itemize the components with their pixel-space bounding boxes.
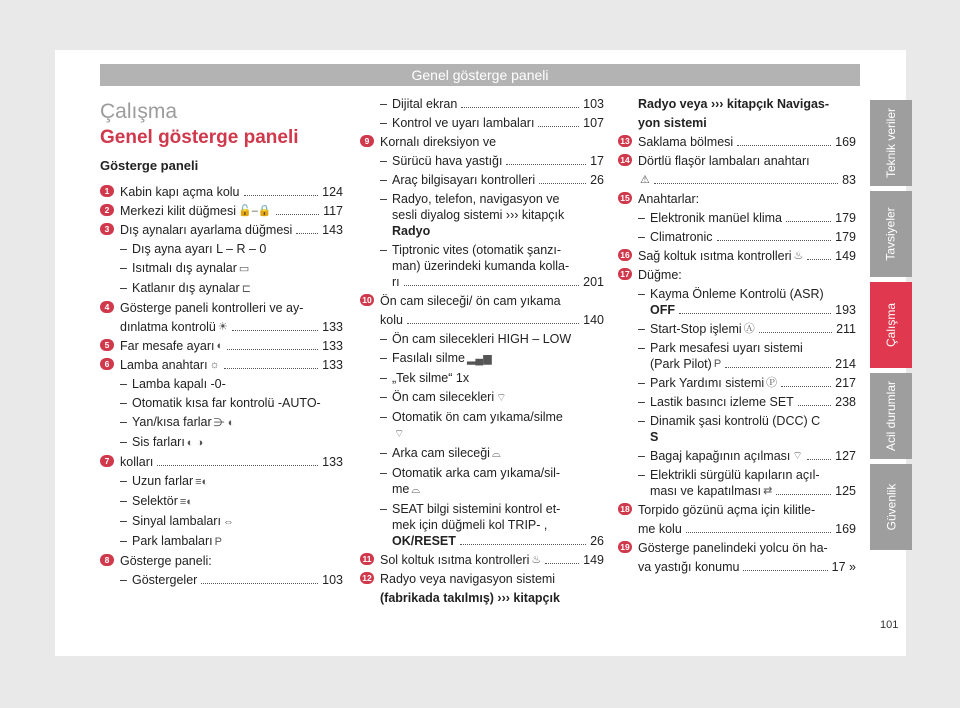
dashboard-light-icon: ☀ <box>217 321 228 333</box>
list-item: 13 Saklama bölmesi 169 <box>618 134 856 150</box>
rear-washer-icon: ⌓ <box>411 484 421 496</box>
page-ref[interactable]: 133 <box>322 455 343 469</box>
list-item: 11 Sol koltuk ısıtma kontrolleri ♨ 149 <box>360 552 604 568</box>
high-beam-icon: ≡◐ <box>195 476 209 488</box>
sub-item: – Fasılalı silme ▂▄▆ <box>380 350 604 367</box>
folding-mirror-icon: ⊏ <box>241 283 251 295</box>
sub-item: – Araç bilgisayarı kontrolleri 26 <box>380 172 604 188</box>
item-number: 10 <box>360 294 374 306</box>
seat-heating-icon: ♨ <box>531 554 542 566</box>
column-3: Radyo veya ››› kitapçık Navigas- yon sistemi 13 Saklama bölmesi 169 14 Dörtlü flaşör lambaları anahtarı ⚠ 83 15 Anahtarlar: – Elektronik manüel klima 179 – Climatronic 179 16 Sağ koltuk ısıtma kontrolleri ♨ 149 17 Düğme: – Kayma Önleme Kontrolü (ASR) OFF 193 – Start-Stop işlemi Ⓐ 211 – Park mesafesi uyarı sistemi (Park Pilot) P 214 – Park Yardımı sistemi Ⓟ 217 – Lastik basıncı izleme SET 238 – Dinamik şasi kontrolü (DCC) C S – Bagaj kapağının açılması ⌔ 127 – Elektrikli sürgülü kapıların açıl- ması ve kapatılması ⇄ 125 18 Torpido gözünü açma için kilitle- me kolu 169 19 Gösterge panelindeki yolcu ön ha- va yastığı konumu 17 » <box>618 96 856 578</box>
sub-item: – Isıtmalı dış aynalar ▭ <box>120 260 343 277</box>
list-item: 12 Radyo veya navigasyon sistemi (fabrikada takılmış) ››› kitapçık <box>360 571 604 606</box>
sub-item: – Arka cam sileceği ⌓ <box>380 445 604 462</box>
list-item: 3 Dış aynaları ayarlama düğmesi 143 – Dış ayna ayarı L – R – 0 – Isıtmalı dış aynalar ▭ – Katlanır dış aynalar ⊏ <box>100 222 343 297</box>
sub-item: – Park Yardımı sistemi Ⓟ 217 <box>638 375 856 391</box>
page-ref[interactable]: 125 <box>835 484 856 498</box>
sub-item: – Sinyal lambaları ⇔ <box>120 513 343 530</box>
item-number: 16 <box>618 249 632 261</box>
tab-tavsiyeler[interactable]: Tavsiyeler <box>870 191 912 277</box>
page-ref[interactable]: 143 <box>322 223 343 237</box>
sub-item: – Katlanır dış aynalar ⊏ <box>120 280 343 297</box>
sub-item: – Kayma Önleme Kontrolü (ASR) OFF 193 <box>638 286 856 318</box>
rear-wiper-icon: ⌓ <box>491 448 501 460</box>
sub-item: – Uzun farlar ≡◐ <box>120 473 343 490</box>
sub-item: – Start-Stop işlemi Ⓐ 211 <box>638 321 856 337</box>
list-item: 2 Merkezi kilit düğmesi 🔓–🔒 117 <box>100 203 343 219</box>
fog-light-icon: ◐ ◑ <box>186 437 204 449</box>
page-ref[interactable]: 107 <box>583 116 604 130</box>
list-item: 4 Gösterge paneli kontrolleri ve ay- dınlatma kontrolü ☀ 133 <box>100 300 343 335</box>
page-ref[interactable]: 179 <box>835 230 856 244</box>
list-item: 16 Sağ koltuk ısıtma kontrolleri ♨ 149 <box>618 248 856 264</box>
item-number: 4 <box>100 301 114 313</box>
headlight-range-icon: ◐ <box>216 340 224 352</box>
page-ref[interactable]: 149 <box>835 249 856 263</box>
page-ref[interactable]: 17 » <box>831 560 856 574</box>
list-item: 6 Lamba anahtarı ☼ 133 – Lamba kapalı -0- – Otomatik kısa far kontrolü -AUTO- – Yan/kısa farlar ⋺ ◐ – Sis farları ◐ ◑ <box>100 357 343 451</box>
park-assist-icon: Ⓟ <box>766 377 778 389</box>
washer-icon: ⌔ <box>394 428 405 440</box>
sub-item: – Ön cam silecekleri ⌔ <box>380 389 604 406</box>
item-number: 12 <box>360 572 374 584</box>
page-ref[interactable]: 238 <box>835 395 856 409</box>
sub-item: – Elektrikli sürgülü kapıların açıl- ması ve kapatılması ⇄ 125 <box>638 467 856 499</box>
park-pilot-icon: P <box>713 358 722 370</box>
tab-calisma[interactable]: Çalışma <box>870 282 912 368</box>
page-ref[interactable]: 26 <box>590 534 604 548</box>
sub-item: – „Tek silme“ 1x <box>380 370 604 386</box>
page-ref[interactable]: 179 <box>835 211 856 225</box>
parking-light-icon: P <box>214 536 222 548</box>
sub-item: – Otomatik ön cam yıkama/silme ⌔ <box>380 409 604 442</box>
tab-guvenlik[interactable]: Güvenlik <box>870 464 912 550</box>
column-2 <box>360 96 604 609</box>
list-item: 19 Gösterge panelindeki yolcu ön ha- va yastığı konumu 17 » <box>618 540 856 575</box>
sub-item: – Sürücü hava yastığı 17 <box>380 153 604 169</box>
sub-item: – Park lambaları P <box>120 533 343 550</box>
item-number: 9 <box>360 135 374 147</box>
sub-item: – Elektronik manüel klima 179 <box>638 210 856 226</box>
sub-item: – Dış ayna ayarı L – R – 0 <box>120 241 343 257</box>
page-ref[interactable]: 26 <box>590 173 604 187</box>
item-number: 5 <box>100 339 114 351</box>
sub-item: – SEAT bilgi sistemini kontrol et- mek için düğmeli kol TRIP- , OK/RESET 26 <box>380 501 604 549</box>
sub-item: – Sis farları ◐ ◑ <box>120 434 343 451</box>
sub-item: – Tiptronic vites (otomatik şanzı- man) üzerindeki kumanda kolla- rı 201 <box>380 242 604 290</box>
page-ref[interactable]: 17 <box>590 154 604 168</box>
list-item: 8 Gösterge paneli: – Göstergeler 103 <box>100 553 343 588</box>
item-number: 14 <box>618 154 632 166</box>
start-stop-icon: Ⓐ <box>743 323 755 335</box>
page-ref[interactable]: 127 <box>835 449 856 463</box>
intermittent-wipe-icon: ▂▄▆ <box>466 353 492 365</box>
page-ref[interactable]: 140 <box>583 313 604 327</box>
side-light-icon: ⋺ ◐ <box>213 417 235 429</box>
item-number: 1 <box>100 185 114 197</box>
page-ref[interactable]: 103 <box>322 573 343 587</box>
list-item: 5 Far mesafe ayarı ◐ 133 <box>100 338 343 354</box>
sub-item: – Yan/kısa farlar ⋺ ◐ <box>120 414 343 431</box>
sub-item: – Kontrol ve uyarı lambaları 107 <box>380 115 604 131</box>
hazard-icon: ⚠ <box>640 174 650 186</box>
item-number: 18 <box>618 503 632 515</box>
page-ref[interactable]: 117 <box>323 204 343 218</box>
sub-item: – Göstergeler 103 <box>120 572 343 588</box>
page-ref[interactable]: 169 <box>835 135 856 149</box>
sub-item: – Radyo, telefon, navigasyon ve sesli diyalog sistemi ››› kitapçık Radyo <box>380 191 604 239</box>
sub-item: – Lamba kapalı -0- <box>120 376 343 392</box>
page-ref[interactable]: 214 <box>835 357 856 371</box>
sub-item: – Dijital ekran 103 <box>380 96 604 112</box>
heated-mirror-icon: ▭ <box>238 263 250 275</box>
page-ref[interactable]: 124 <box>322 185 343 199</box>
page-ref[interactable]: 201 <box>583 275 604 289</box>
list-item: 10 Ön cam sileceği/ ön cam yıkama kolu 140 – Ön cam silecekleri HIGH – LOW – Fasılalı silme ▂▄▆ – „Tek silme“ 1x – Ön cam silecekleri ⌔ – Otomatik ön cam yıkama/silme ⌔ – Arka cam sileceği ⌓ – Otomatik arka cam yıkama/sil- me ⌓ – SEAT bilgi sistemini kontrol et- mek için düğmeli kol TRIP- , OK/RESET 26 <box>360 293 604 549</box>
page-ref[interactable]: 211 <box>836 322 856 336</box>
item-number: 8 <box>100 554 114 566</box>
sub-item: – Selektör ≡◐ <box>120 493 343 510</box>
page-ref[interactable]: 133 <box>322 358 343 372</box>
sub-item: – Climatronic 179 <box>638 229 856 245</box>
sub-item: – Bagaj kapağının açılması ⌔ 127 <box>638 448 856 464</box>
page-ref[interactable]: 169 <box>835 522 856 536</box>
running-header: Genel gösterge paneli <box>100 64 860 86</box>
item-number: 11 <box>360 553 374 565</box>
seat-heating-icon: ♨ <box>793 250 804 262</box>
sub-item: – Ön cam silecekleri HIGH – LOW <box>380 331 604 347</box>
chapter-title: Genel gösterge paneli <box>100 127 299 148</box>
section-title: Çalışma <box>100 100 178 123</box>
sub-item: – Otomatik kısa far kontrolü -AUTO- <box>120 395 343 411</box>
sub-item: – Otomatik arka cam yıkama/sil- me ⌓ <box>380 465 604 498</box>
sub-item: – Lastik basıncı izleme SET 238 <box>638 394 856 410</box>
item-number: 17 <box>618 268 632 280</box>
page-ref[interactable]: 193 <box>835 303 856 317</box>
list-item: 17 Düğme: – Kayma Önleme Kontrolü (ASR) OFF 193 – Start-Stop işlemi Ⓐ 211 – Park mesafesi uyarı sistemi (Park Pilot) P 214 – Park Yardımı sistemi Ⓟ 217 – Lastik basıncı izleme SET 238 – Dinamik şasi kontrolü (DCC) C S – Bagaj kapağının açılması ⌔ 127 – Elektrikli sürgülü kapıların açıl- ması ve kapatılması ⇄ 125 <box>618 267 856 499</box>
item-number: 15 <box>618 192 632 204</box>
page-ref[interactable]: 217 <box>835 376 856 390</box>
tab-acil-durumlar[interactable]: Acil durumlar <box>870 373 912 459</box>
page-ref[interactable]: 149 <box>583 553 604 567</box>
list-item: 15 Anahtarlar: – Elektronik manüel klima 179 – Climatronic 179 <box>618 191 856 245</box>
list-item: 1 Kabin kapı açma kolu 124 <box>100 184 343 200</box>
page-ref[interactable]: 103 <box>583 97 604 111</box>
lock-icon: 🔓–🔒 <box>238 205 272 217</box>
page-ref[interactable]: 133 <box>322 339 343 353</box>
list-item: 7 kolları 133 – Uzun farlar ≡◐ – Selektör ≡◐ – Sinyal lambaları ⇔ – Park lambaları P <box>100 454 343 550</box>
list-item: 9 Kornalı direksiyon ve – Sürücü hava yastığı 17 – Araç bilgisayarı kontrolleri 26 – Radyo, telefon, navigasyon ve sesli diyalog sistemi ››› kitapçık Radyo – Tiptronic vites (otomatik şanzı- man) üzerindeki kumanda kolla- rı 201 <box>360 134 604 290</box>
item-number: 13 <box>618 135 632 147</box>
item-number: 3 <box>100 223 114 235</box>
trunk-icon: ⌔ <box>792 450 803 462</box>
item-number: 2 <box>100 204 114 216</box>
flash-icon: ≡◐ <box>179 496 193 508</box>
item-number: 6 <box>100 358 114 370</box>
turn-signal-icon: ⇔ <box>222 516 234 528</box>
column-1 <box>100 96 343 591</box>
sliding-door-icon: ⇄ <box>763 485 773 497</box>
page-ref[interactable]: 83 <box>842 173 856 187</box>
tab-teknik-veriler[interactable]: Teknik veriler <box>870 100 912 186</box>
item-number: 19 <box>618 541 632 553</box>
subheading: Gösterge paneli <box>100 158 199 173</box>
item-number: 7 <box>100 455 114 467</box>
list-item: 18 Torpido gözünü açma için kilitle- me kolu 169 <box>618 502 856 537</box>
front-wiper-icon: ⌔ <box>496 392 507 404</box>
page-number: 101 <box>880 619 899 631</box>
sub-item: – Dinamik şasi kontrolü (DCC) C S <box>638 413 856 445</box>
sub-item: – Park mesafesi uyarı sistemi (Park Pilot) P 214 <box>638 340 856 372</box>
light-switch-icon: ☼ <box>209 359 220 371</box>
page-ref[interactable]: 133 <box>322 320 343 334</box>
list-item: 14 Dörtlü flaşör lambaları anahtarı ⚠ 83 <box>618 153 856 188</box>
